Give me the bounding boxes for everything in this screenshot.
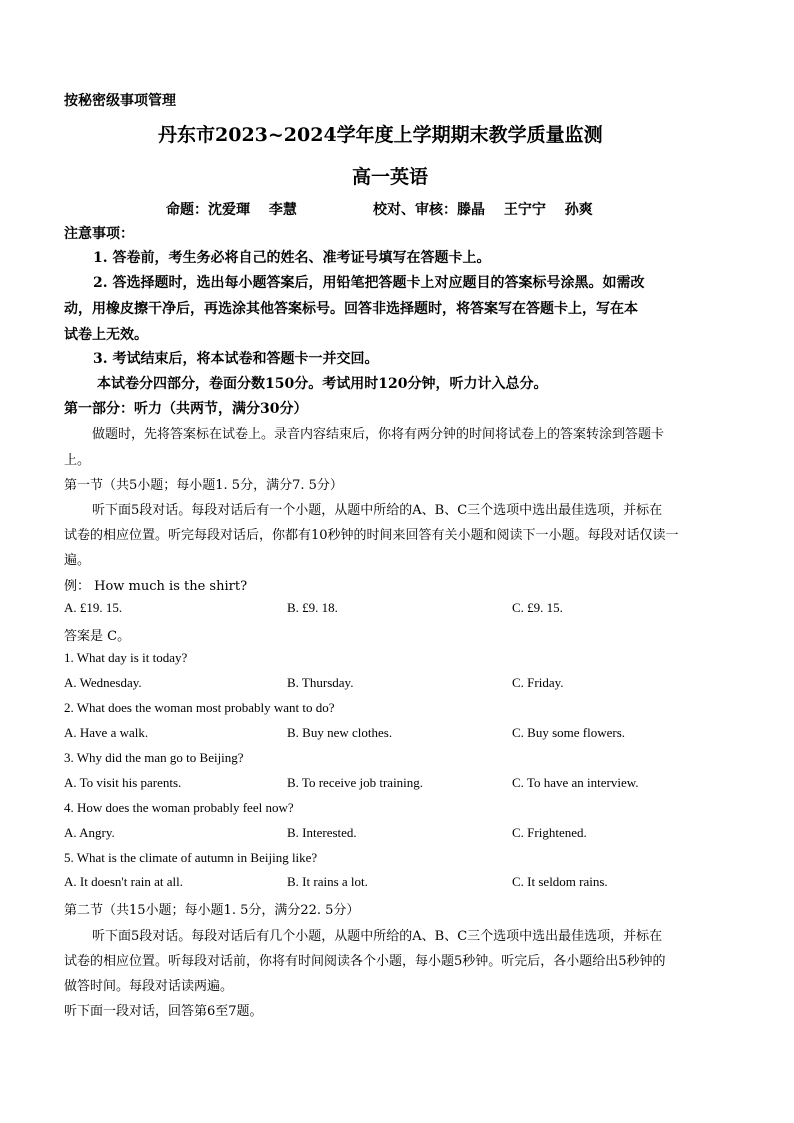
example-option-a: A. £19. 15. [64, 600, 123, 615]
question-3-option-b: B. To receive job training. [287, 775, 424, 790]
question-5-option-a: A. It doesn't rain at all. [64, 874, 183, 889]
question-2-option-c: C. Buy some flowers. [512, 725, 626, 740]
question-2: 2. What does the woman most probably want to do? [64, 700, 335, 715]
section2-next-instruction: 听下面一段对话，回答第6至7题。 [64, 1004, 263, 1019]
section2-heading: 第二节（共15小题；每小题1. 5分，满分22. 5分） [64, 903, 360, 918]
example-question: 例： How much is the shirt? [64, 579, 248, 594]
exam-title: 丹东市2023~2024学年度上学期期末教学质量监测 [158, 124, 603, 146]
exam-summary: 本试卷分四部分，卷面分数150分。考试用时120分钟，听力计入总分。 [97, 376, 548, 392]
part1-intro-line1: 做题时，先将答案标在试卷上。录音内容结束后，你将有两分钟的时间将试卷上的答案转涂到答题卡 [92, 427, 665, 442]
notice-item-3: 3. 考试结束后，将本试卷和答题卡一并交回。 [93, 351, 379, 367]
question-3-option-c: C. To have an interview. [512, 775, 639, 790]
question-4-option-b: B. Interested. [287, 825, 357, 840]
question-2-option-b: B. Buy new clothes. [287, 725, 393, 740]
question-5-option-c: C. It seldom rains. [512, 874, 608, 889]
example-option-c: C. £9. 15. [512, 600, 563, 615]
question-3: 3. Why did the man go to Beijing? [64, 750, 244, 765]
question-1-option-c: C. Friday. [512, 675, 564, 690]
question-1-option-b: B. Thursday. [287, 675, 354, 690]
subject-title: 高一英语 [352, 166, 429, 188]
section1-desc-line2: 试卷的相应位置。听完每段对话后，你都有10秒钟的时间来回答有关小题和阅读下一小题。每段对话仅读一 [64, 528, 679, 543]
notice-item-1: 1. 答卷前，考生务必将自己的姓名、准考证号填写在答题卡上。 [93, 250, 491, 266]
question-4-option-a: A. Angry. [64, 825, 115, 840]
example-answer: 答案是 C。 [64, 629, 131, 644]
question-5: 5. What is the climate of autumn in Beijing like? [64, 850, 318, 865]
section2-desc-line3: 做答时间。每段对话读两遍。 [64, 979, 234, 994]
question-1: 1. What day is it today? [64, 650, 188, 665]
confidentiality-label: 按秘密级事项管理 [64, 93, 176, 109]
section1-desc-line1: 听下面5段对话。每段对话后有一个小题，从题中所给的A、B、C三个选项中选出最佳选项，并标在 [92, 503, 663, 518]
question-4-option-c: C. Frightened. [512, 825, 587, 840]
section1-heading: 第一节（共5小题；每小题1. 5分，满分7. 5分） [64, 478, 343, 493]
section2-desc-line2: 试卷的相应位置。听每段对话前，你将有时间阅读各个小题，每小题5秒钟。听完后，各小题给出5秒钟的 [64, 954, 666, 969]
notice-item-2-line2: 动，用橡皮擦干净后，再选涂其他答案标号。回答非选择题时，将答案写在答题卡上，写在本 [64, 301, 638, 317]
question-3-option-a: A. To visit his parents. [64, 775, 182, 790]
section1-desc-line3: 遍。 [64, 553, 91, 568]
question-1-option-a: A. Wednesday. [64, 675, 142, 690]
section2-desc-line1: 听下面5段对话。每段对话后有几个小题，从题中所给的A、B、C三个选项中选出最佳选项，并标在 [92, 929, 663, 944]
authors-left: 命题：沈爱琿 李慧 [166, 202, 297, 218]
notice-heading: 注意事项： [64, 226, 134, 242]
example-option-b: B. £9. 18. [287, 600, 338, 615]
question-4: 4. How does the woman probably feel now? [64, 800, 294, 815]
question-5-option-b: B. It rains a lot. [287, 874, 368, 889]
authors-right: 校对、审核：滕晶 王宁宁 孙爽 [373, 202, 593, 218]
part1-intro-line2: 上。 [64, 453, 91, 468]
part1-heading: 第一部分：听力（共两节，满分30分） [64, 401, 308, 417]
notice-item-2-line3: 试卷上无效。 [64, 327, 148, 343]
question-2-option-a: A. Have a walk. [64, 725, 149, 740]
notice-item-2-line1: 2. 答选择题时，选出每小题答案后，用铅笔把答题卡上对应题目的答案标号涂黑。如需改 [93, 275, 645, 291]
